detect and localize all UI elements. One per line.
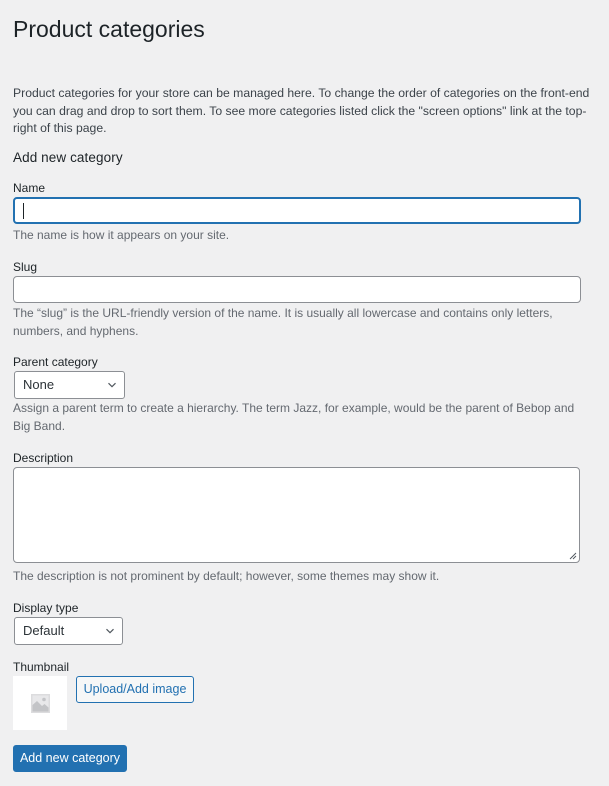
text-caret xyxy=(23,203,24,219)
thumbnail-label: Thumbnail xyxy=(13,660,70,674)
parent-category-label: Parent category xyxy=(13,355,98,369)
section-title: Add new category xyxy=(13,150,123,165)
image-placeholder-icon xyxy=(31,694,50,713)
add-new-category-button[interactable]: Add new category xyxy=(13,745,127,772)
intro-text: Product categories for your store can be managed here. To change the order of categories on the front-end you can drag and drop to sort them. To see more categories listed click the "screen options" link at the top-right of this page. xyxy=(13,86,590,135)
page-title: Product categories xyxy=(13,16,205,42)
display-type-select[interactable] xyxy=(14,617,123,645)
description-help: The description is not prominent by default; however, some themes may show it. xyxy=(13,569,440,583)
thumbnail-preview xyxy=(13,676,67,730)
display-type-value: Default xyxy=(23,623,65,638)
chevron-down-icon xyxy=(106,627,114,635)
resize-grip-icon[interactable] xyxy=(569,552,577,560)
slug-label: Slug xyxy=(13,260,38,274)
upload-image-button[interactable]: Upload/Add image xyxy=(76,676,194,703)
name-help: The name is how it appears on your site. xyxy=(13,228,230,242)
parent-category-select[interactable] xyxy=(14,371,125,399)
name-label: Name xyxy=(13,181,46,195)
description-textarea[interactable] xyxy=(13,467,580,563)
name-input[interactable] xyxy=(13,197,581,224)
description-label: Description xyxy=(13,451,74,465)
parent-category-value: None xyxy=(23,377,55,392)
chevron-down-icon xyxy=(108,381,116,389)
display-type-label: Display type xyxy=(13,601,79,615)
parent-category-help: Assign a parent term to create a hierarchy. The term Jazz, for example, would be the parent of Bebop and Big Band. xyxy=(13,401,575,433)
slug-input[interactable] xyxy=(13,276,581,303)
slug-help: The “slug” is the URL-friendly version of the name. It is usually all lowercase and contains only letters, numbers, and hyphens. xyxy=(13,306,553,338)
